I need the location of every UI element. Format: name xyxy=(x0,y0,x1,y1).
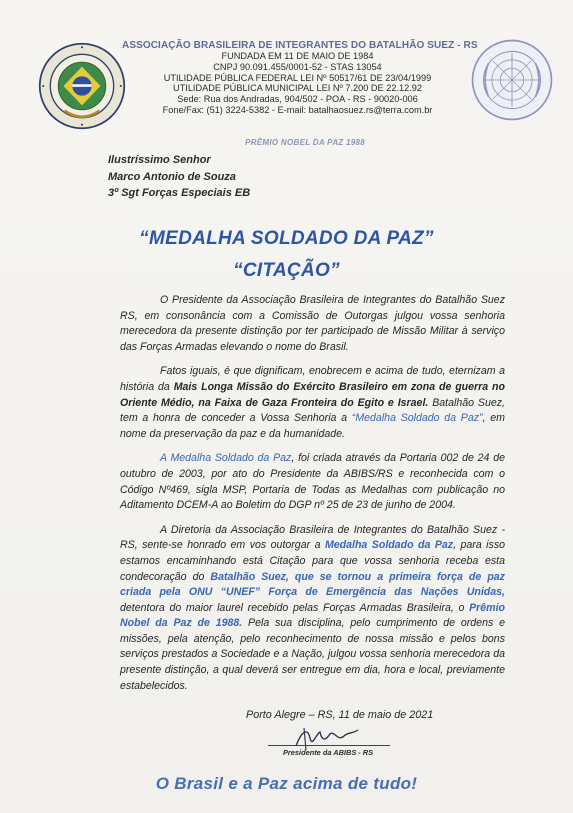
medal-title: “MEDALHA SOLDADO DA PAZ” xyxy=(139,228,434,249)
contact-line: Fone/Fax: (51) 3224-5382 - E-mail: batalhaosuez.rs@terra.com.br xyxy=(162,104,433,115)
founded-line: FUNDADA EM 11 DE MAIO DE 1984 xyxy=(221,51,374,61)
recipient-block xyxy=(108,152,250,202)
nobel-prize-line: PRÊMIO NOBEL DA PAZ 1988 xyxy=(245,138,365,147)
p3-text: , foi criada através da Portaria 002 de 24 de outubro de 2003, por ato do Presidente da ABIBS/RS e reconhecida com o Código Nº469, sigla MSP, Portaria de Todas as Medalhas com publicação no Aditamento DCEM-A ao Boletim do DGP nº 25 de 23 de junho de 2004. xyxy=(120,452,506,512)
cnpj-line: CNPJ 90.091.455/0001-52 - STAS 13054 xyxy=(213,61,382,72)
place-date: Porto Alegre – RS, 11 de maio de 2021 xyxy=(246,709,434,721)
paragraph-2 xyxy=(120,364,505,442)
p2-medal-name: “Medalha Soldado da Paz” xyxy=(351,412,483,425)
organization-name: ASSOCIAÇÃO BRASILEIRA DE INTEGRANTES DO BATALHÃO SUEZ - RS xyxy=(122,40,478,51)
p3-medal-name: A Medalha Soldado da Paz xyxy=(160,452,292,465)
paragraph-4 xyxy=(120,523,505,695)
signature-line xyxy=(268,745,390,746)
p2-text-e: , em nome da preservação da paz e da humanidade. xyxy=(120,412,505,440)
association-seal-logo xyxy=(38,42,126,130)
p4-nobel-emphasis: Prêmio Nobel da Paz de 1988. xyxy=(120,601,505,630)
municipal-utility-line: UTILIDADE PÚBLICA MUNICIPAL LEI Nº 7.200 DE 22.12.92 xyxy=(173,83,422,94)
salutation: Ilustríssimo Senhor xyxy=(108,154,211,166)
motto: O Brasil e a Paz acima de tudo! xyxy=(155,774,418,793)
p2-text-a: Fatos iguais, é que dignificam, enobrecem e acima de tudo, eternizam a história da xyxy=(120,365,505,393)
citation-body xyxy=(120,293,505,703)
federal-utility-line: UTILIDADE PÚBLICA FEDERAL LEI Nº 50517/61 DE 23/04/1999 xyxy=(163,72,432,83)
p4-unef-emphasis: Batalhão Suez, que se tornou a primeira força de paz criada pela ONU “UNEF” Força de Emergência das Nações Unidas, xyxy=(120,570,505,599)
p4-text-g: Pela sua disciplina, pelo cumprimento de ordens e missões, pela atenção, pelo reconhecimento de nossa missão e pelos bons serviços prestados a Sociedade e a Nação, julgou vossa senhoria merecedora da presente distinção, a qual deverá ser entregue em dia, hora e local, previamente estabelecidos. xyxy=(120,617,505,692)
citation-title: “CITAÇÃO” xyxy=(233,260,340,281)
paragraph-1-text: O Presidente da Associação Brasileira de Integrantes do Batalhão Suez RS, em consonância com a Comissão de Outorgas julgou vossa senhoria merecedora da presente distinção por ter participado de Missão Militar à serviço das Forças Armadas elevando o nome do Brasil. xyxy=(120,294,505,353)
recipient-rank: 3º Sgt Forças Especiais EB xyxy=(108,187,251,199)
organization-details xyxy=(135,51,460,116)
p4-text-e: detentora do maior laurel recebido pelas Forças Armadas Brasileira, o xyxy=(120,601,470,614)
p2-emphasis: Mais Longa Missão do Exército Brasileiro em zona de guerra no Oriente Médio, na Faixa de Gaza Fronteira do Egito e Israel. xyxy=(120,380,505,409)
p4-text-c: , para isso estamos encaminhando está Citação para que vossa senhoria receba esta condecoração do xyxy=(120,539,506,583)
paragraph-1 xyxy=(120,293,505,355)
signature-caption: Presidente da ABIBS - RS xyxy=(283,748,374,757)
address-line: Sede: Rua dos Andradas, 904/502 - POA - RS - 90020-006 xyxy=(177,94,418,105)
recipient-name: Marco Antonio de Souza xyxy=(108,170,236,183)
p4-text-a: A Diretoria da Associação Brasileira de Integrantes do Batalhão Suez - RS, sente-se honrado em vos outorgar a xyxy=(120,523,505,552)
nobel-peace-seal-logo xyxy=(470,38,554,122)
p2-text-c: Batalhão Suez, tem a honra de conceder a Vossa Senhoria a xyxy=(120,396,505,425)
p4-medal-name: Medalha Soldado da Paz xyxy=(324,539,454,552)
paragraph-3 xyxy=(120,451,505,513)
